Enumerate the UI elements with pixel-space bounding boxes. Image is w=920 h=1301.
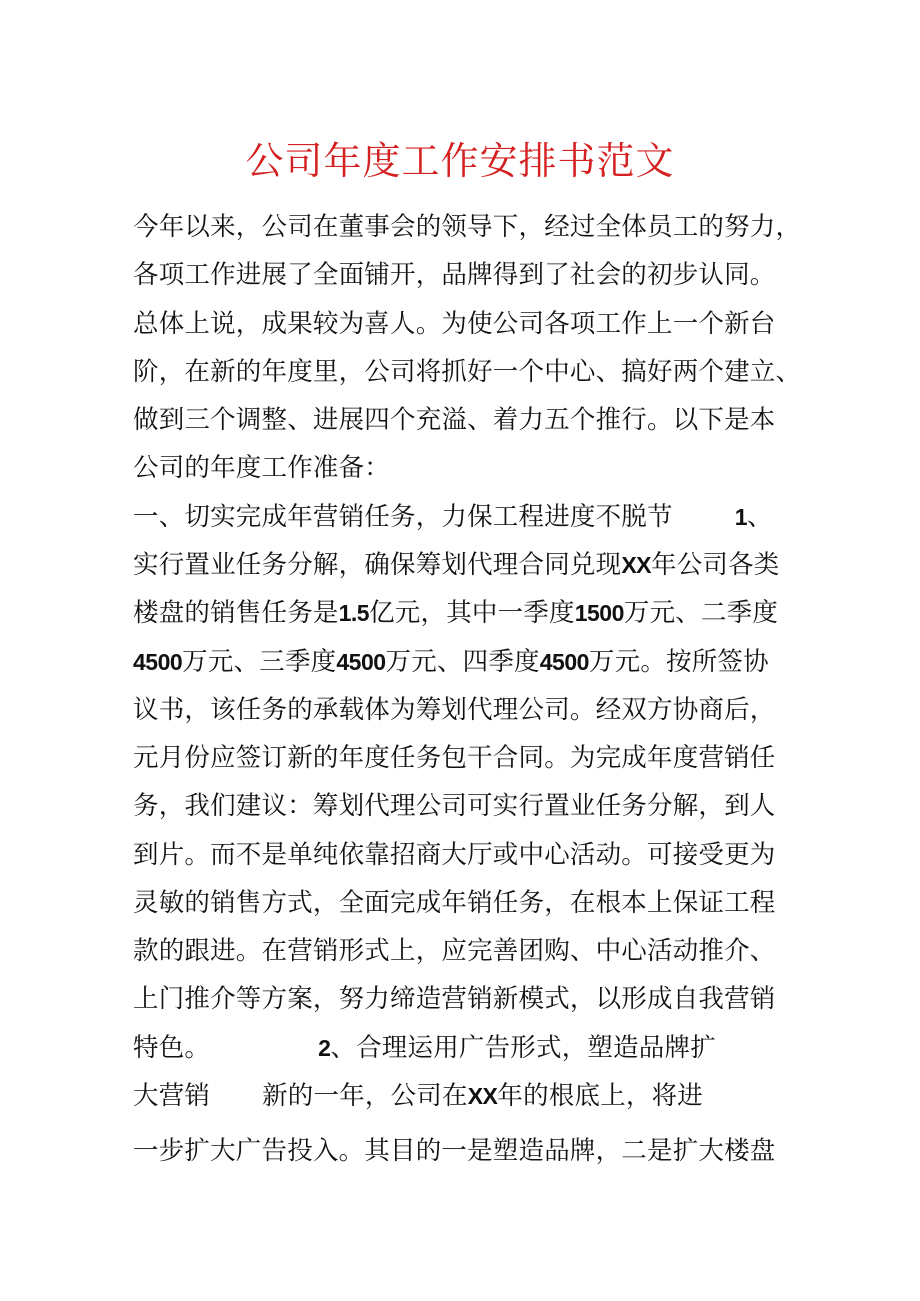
paragraph-line [133,1031,716,1065]
numeric-text: 2 [318,1035,331,1061]
paragraph-line [133,307,776,341]
paragraph-line [133,645,769,679]
paragraph-line [133,403,776,437]
text-run: 灵敏的销售方式，全面完成年销任务，在根本上保证工程 [133,888,776,918]
paragraph-line [133,838,776,872]
numeric-text: 1 [734,504,747,530]
text-run: 万元、三季度 [182,647,337,677]
text-run: 万元、二季度 [623,598,779,628]
paragraph-line [133,789,776,823]
text-run: 一、切实完成年营销任务，力保工程进度不脱节 [133,502,673,532]
text-run: 万元、四季度 [385,647,540,677]
text-run: 新的一年，公司在 [262,1081,468,1111]
text-run: 实行置业任务分解，确保筹划代理合同兑现 [133,550,622,580]
paragraph-line [133,693,776,727]
paragraph-line [133,886,776,920]
text-run: 特色。 [133,1033,211,1063]
text-run: 元月份应签订新的年度任务包干合同。为完成年度营销任 [133,743,776,773]
text-run: 、 [747,502,773,532]
numeric-text: 4500 [539,649,589,675]
numeric-text: XX [467,1083,498,1109]
text-run: 今年以来，公司在董事会的领导下，经过全体员工的努力， [133,212,802,242]
numeric-text: 4500 [133,649,183,675]
numeric-text: 4500 [336,649,386,675]
paragraph-line [133,451,390,485]
text-run: 款的跟进。在营销形式上，应完善团购、中心活动推介、 [133,936,776,966]
paragraph-line [133,258,776,292]
text-run: 阶，在新的年度里，公司将抓好一个中心、搞好两个建立、 [133,357,802,387]
text-run: 公司的年度工作准备： [133,453,391,483]
text-run: 总体上说，成果较为喜人。为使公司各项工作上一个新台 [133,309,776,339]
paragraph-line [133,934,776,968]
text-run: 一步扩大广告投入。其目的一是塑造品牌，二是扩大楼盘 [133,1136,776,1166]
paragraph-line [133,355,801,389]
paragraph-line [133,596,778,630]
text-run: 楼盘的销售任务是 [133,598,339,628]
text-run: 各项工作进展了全面铺开，品牌得到了社会的初步认同。 [133,260,776,290]
paragraph-line [133,982,776,1016]
text-run: 万元。按所签协 [588,647,769,677]
text-run: 议书，该任务的承载体为筹划代理公司。经双方协商后， [133,695,776,725]
text-run: 到片。而不是单纯依靠招商大厅或中心活动。可接受更为 [133,840,776,870]
text-run: 务，我们建议：筹划代理公司可实行置业任务分解，到人 [133,791,776,821]
paragraph-line [133,210,801,244]
text-run: 年的根底上，将进 [497,1081,704,1111]
text-run: 做到三个调整、进展四个充溢、着力五个推行。以下是本 [133,405,776,435]
numeric-text: 1500 [574,600,624,626]
numeric-text: XX [621,552,651,578]
paragraph-line [133,741,776,775]
text-run: 年公司各类 [651,550,780,580]
text-run: 大营销 [133,1081,211,1111]
document-title: 公司年度工作安排书范文 [245,139,675,183]
paragraph-line [133,1134,776,1168]
paragraph-line [133,1079,703,1113]
text-run: 、合理运用广告形式，塑造品牌扩 [330,1033,716,1063]
text-run: 上门推介等方案，努力缔造营销新模式，以形成自我营销 [133,984,776,1014]
text-run: 亿元，其中一季度 [369,598,575,628]
numeric-text: 1.5 [338,600,370,626]
paragraph-line [133,500,773,534]
paragraph-line [133,548,780,582]
